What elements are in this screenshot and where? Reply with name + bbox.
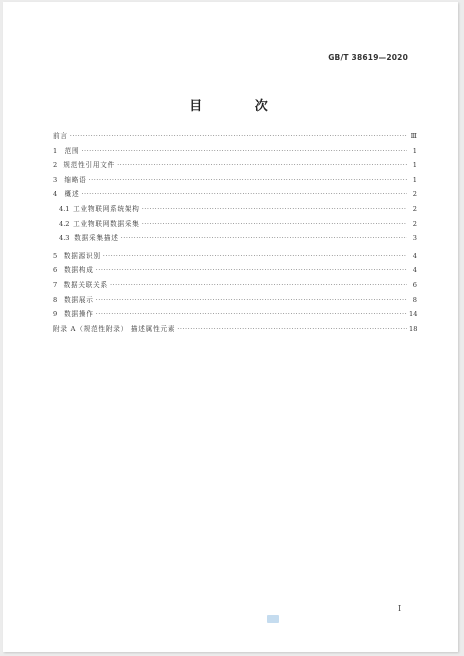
leader-dots [81, 147, 407, 155]
document-page [3, 2, 458, 652]
leader-dots [96, 310, 407, 318]
toc-entry-label: 前言 [53, 132, 68, 140]
toc-entry-label: 范围 [64, 146, 80, 155]
leader-dots [103, 252, 407, 260]
toc-entry-number: 5 [53, 251, 58, 260]
toc-entry[interactable] [53, 264, 417, 279]
leader-dots [89, 176, 407, 184]
toc-entry-number: 9 [53, 310, 58, 319]
toc-entry-label: 数据源识别 [63, 251, 101, 260]
toc-entry-page: 2 [412, 204, 417, 213]
toc-entry-page: 4 [412, 266, 417, 275]
toc-entry[interactable] [53, 188, 417, 203]
toc-entry-page: 3 [412, 234, 417, 243]
toc-entry-page: 1 [412, 175, 417, 184]
toc-entry-label: 工业物联网数据采集 [73, 219, 140, 228]
toc-entry[interactable] [53, 174, 417, 189]
leader-dots [110, 281, 407, 289]
toc-entry-page: 14 [409, 310, 418, 319]
toc-subentry[interactable] [53, 232, 417, 247]
toc-entry-page: 4 [412, 251, 417, 260]
page-number: Ⅰ [398, 604, 402, 613]
toc-entry-page: 6 [412, 280, 417, 289]
toc-entry-label: 数据关联关系 [63, 280, 108, 289]
toc-entry-number: 4 [53, 190, 58, 199]
toc-entry-number: 2 [53, 161, 58, 170]
toc-entry-page: 1 [412, 161, 417, 170]
toc-entry-number: 4.3 [59, 234, 70, 243]
toc-entry[interactable] [53, 159, 417, 174]
leader-dots [81, 190, 407, 198]
leader-dots [121, 234, 407, 242]
toc-entry-number: 8 [53, 295, 58, 304]
toc-entry-label: 数据操作 [64, 310, 94, 319]
leader-dots [177, 325, 407, 333]
leader-dots [70, 132, 407, 140]
watermark-stamp [267, 615, 279, 623]
toc-entry[interactable] [53, 279, 417, 294]
toc-subentry[interactable] [53, 203, 417, 218]
toc-entry[interactable] [53, 130, 417, 145]
standard-code: GB/T 38619—2020 [328, 53, 408, 62]
toc-entry[interactable] [53, 250, 417, 265]
toc-entry-appendix[interactable] [53, 323, 417, 338]
toc-entry[interactable] [53, 294, 417, 309]
toc-entry-page: 18 [409, 324, 418, 333]
toc-entry-page: 1 [412, 146, 417, 155]
toc-entry-label: 数据展示 [64, 295, 94, 304]
toc-entry-page: 8 [412, 295, 417, 304]
toc-entry-number: 4.1 [59, 204, 70, 213]
toc-entry-label: 数据构成 [64, 266, 94, 275]
leader-dots [142, 205, 407, 213]
leader-dots [96, 296, 407, 304]
toc-entry-label: 规范性引用文件 [63, 161, 116, 170]
toc-entry-label: 缩略语 [64, 175, 87, 184]
toc-title: 目 次 [189, 99, 292, 114]
toc-entry-label: 概述 [64, 190, 80, 199]
leader-dots [117, 161, 407, 169]
toc-entry-label: 附录 A（规范性附录） 描述属性元素 [53, 324, 176, 333]
toc-entry-page: Ⅲ [410, 132, 417, 140]
table-of-contents [53, 130, 417, 337]
toc-entry[interactable] [53, 145, 417, 160]
leader-dots [142, 220, 407, 228]
toc-entry-label: 数据采集描述 [74, 234, 119, 243]
toc-entry-number: 3 [53, 175, 58, 184]
toc-entry-number: 4.2 [59, 219, 70, 228]
toc-entry-number: 6 [53, 266, 58, 275]
toc-entry-label: 工业物联网系统架构 [73, 204, 140, 213]
toc-subentry[interactable] [53, 218, 417, 233]
toc-entry-number: 1 [53, 146, 58, 155]
toc-entry-page: 2 [412, 190, 417, 199]
toc-entry-page: 2 [412, 219, 417, 228]
toc-entry[interactable] [53, 308, 417, 323]
toc-entry-number: 7 [53, 280, 58, 289]
leader-dots [96, 266, 407, 274]
